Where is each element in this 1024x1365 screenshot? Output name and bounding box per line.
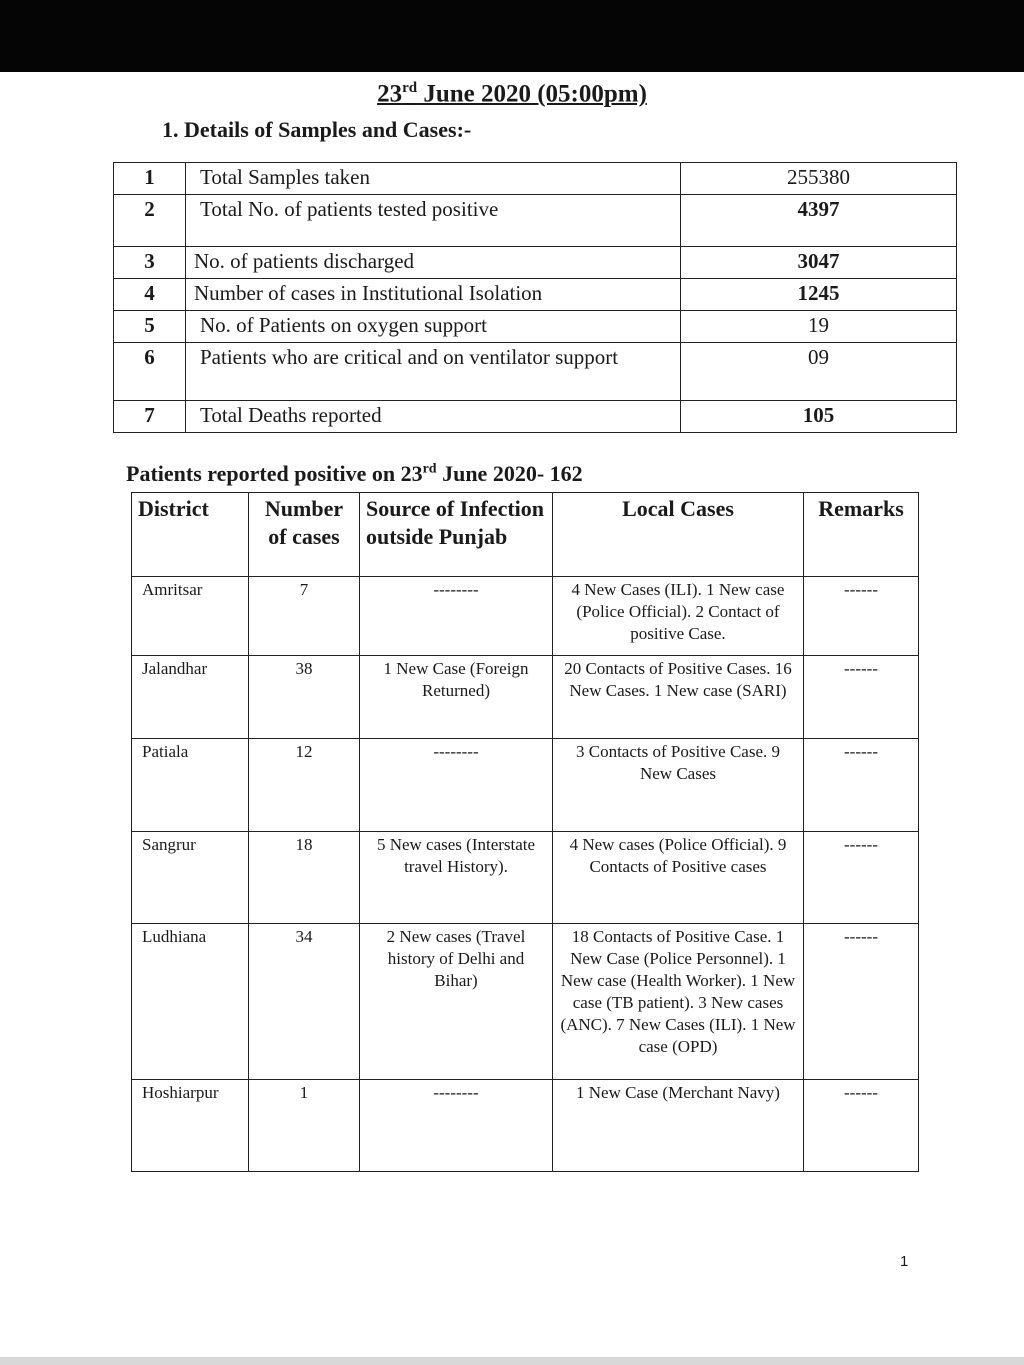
- serial-number: 3: [114, 247, 186, 279]
- table-header-row: [132, 493, 919, 577]
- row-value: 09: [681, 343, 957, 401]
- remarks-cell: ------: [804, 656, 919, 739]
- source-cell: 1 New Case (Foreign Returned): [360, 656, 553, 739]
- local-cases-cell: 4 New cases (Police Official). 9 Contacts of Positive cases: [553, 832, 804, 924]
- row-label: Number of cases in Institutional Isolation: [186, 279, 681, 311]
- column-header-remarks: Remarks: [804, 493, 919, 577]
- source-cell: --------: [360, 577, 553, 656]
- cases-cell: 18: [249, 832, 360, 924]
- table-row: [114, 401, 957, 433]
- district-cell: Amritsar: [132, 577, 249, 656]
- local-cases-cell: 20 Contacts of Positive Cases. 16 New Cases. 1 New case (SARI): [553, 656, 804, 739]
- cases-cell: 7: [249, 577, 360, 656]
- table-row: [132, 832, 919, 924]
- row-value: 105: [681, 401, 957, 433]
- serial-number: 6: [114, 343, 186, 401]
- row-value: 3047: [681, 247, 957, 279]
- district-cell: Hoshiarpur: [132, 1080, 249, 1172]
- table-row: [132, 739, 919, 832]
- district-cell: Sangrur: [132, 832, 249, 924]
- row-value: 19: [681, 311, 957, 343]
- page-number: 1: [900, 1253, 909, 1270]
- row-label: No. of patients discharged: [186, 247, 681, 279]
- source-cell: --------: [360, 739, 553, 832]
- table-row: [132, 656, 919, 739]
- row-value: 1245: [681, 279, 957, 311]
- column-header-district: District: [132, 493, 249, 577]
- table-row: [114, 279, 957, 311]
- remarks-cell: ------: [804, 924, 919, 1080]
- remarks-cell: ------: [804, 1080, 919, 1172]
- row-label: Total Samples taken: [186, 163, 681, 195]
- district-cell: Jalandhar: [132, 656, 249, 739]
- table-row: [114, 247, 957, 279]
- local-cases-cell: 18 Contacts of Positive Case. 1 New Case (Police Personnel). 1 New case (Health Worker). 1 New case (TB patient). 3 New cases (ANC). 7 New Cases (ILI). 1 New case (OPD): [553, 924, 804, 1080]
- source-cell: 5 New cases (Interstate travel History).: [360, 832, 553, 924]
- district-cell: Ludhiana: [132, 924, 249, 1080]
- cases-cell: 12: [249, 739, 360, 832]
- table-row: [114, 163, 957, 195]
- table-row: [132, 924, 919, 1080]
- district-cases-table: [131, 492, 919, 1172]
- local-cases-cell: 3 Contacts of Positive Case. 9 New Cases: [553, 739, 804, 832]
- district-cell: Patiala: [132, 739, 249, 832]
- serial-number: 4: [114, 279, 186, 311]
- section-heading-samples: 1. Details of Samples and Cases:-: [162, 117, 472, 142]
- row-label: Patients who are critical and on ventilator support: [186, 343, 681, 401]
- remarks-cell: ------: [804, 577, 919, 656]
- remarks-cell: ------: [804, 739, 919, 832]
- column-header-number-of-cases: Number of cases: [249, 493, 360, 577]
- serial-number: 1: [114, 163, 186, 195]
- serial-number: 2: [114, 195, 186, 247]
- table-row: [114, 311, 957, 343]
- table-row: [132, 1080, 919, 1172]
- report-date-title: 23rd June 2020 (05:00pm): [377, 80, 647, 108]
- local-cases-cell: 4 New Cases (ILI). 1 New case (Police Official). 2 Contact of positive Case.: [553, 577, 804, 656]
- cases-cell: 38: [249, 656, 360, 739]
- table-row: [114, 195, 957, 247]
- serial-number: 7: [114, 401, 186, 433]
- source-cell: 2 New cases (Travel history of Delhi and Bihar): [360, 924, 553, 1080]
- source-cell: --------: [360, 1080, 553, 1172]
- column-header-local-cases: Local Cases: [553, 493, 804, 577]
- local-cases-cell: 1 New Case (Merchant Navy): [553, 1080, 804, 1172]
- serial-number: 5: [114, 311, 186, 343]
- table-row: [132, 577, 919, 656]
- row-value: 4397: [681, 195, 957, 247]
- positive-cases-heading: Patients reported positive on 23rd June 2020- 162: [126, 461, 583, 486]
- row-label: Total No. of patients tested positive: [186, 195, 681, 247]
- row-label: No. of Patients on oxygen support: [186, 311, 681, 343]
- row-label: Total Deaths reported: [186, 401, 681, 433]
- top-black-bar: [0, 0, 1024, 72]
- samples-cases-table: [113, 162, 957, 433]
- remarks-cell: ------: [804, 832, 919, 924]
- cases-cell: 1: [249, 1080, 360, 1172]
- cases-cell: 34: [249, 924, 360, 1080]
- table-row: [114, 343, 957, 401]
- row-value: 255380: [681, 163, 957, 195]
- column-header-source-of-infection: Source of Infection outside Punjab: [360, 493, 553, 577]
- bottom-edge-bar: [0, 1357, 1024, 1365]
